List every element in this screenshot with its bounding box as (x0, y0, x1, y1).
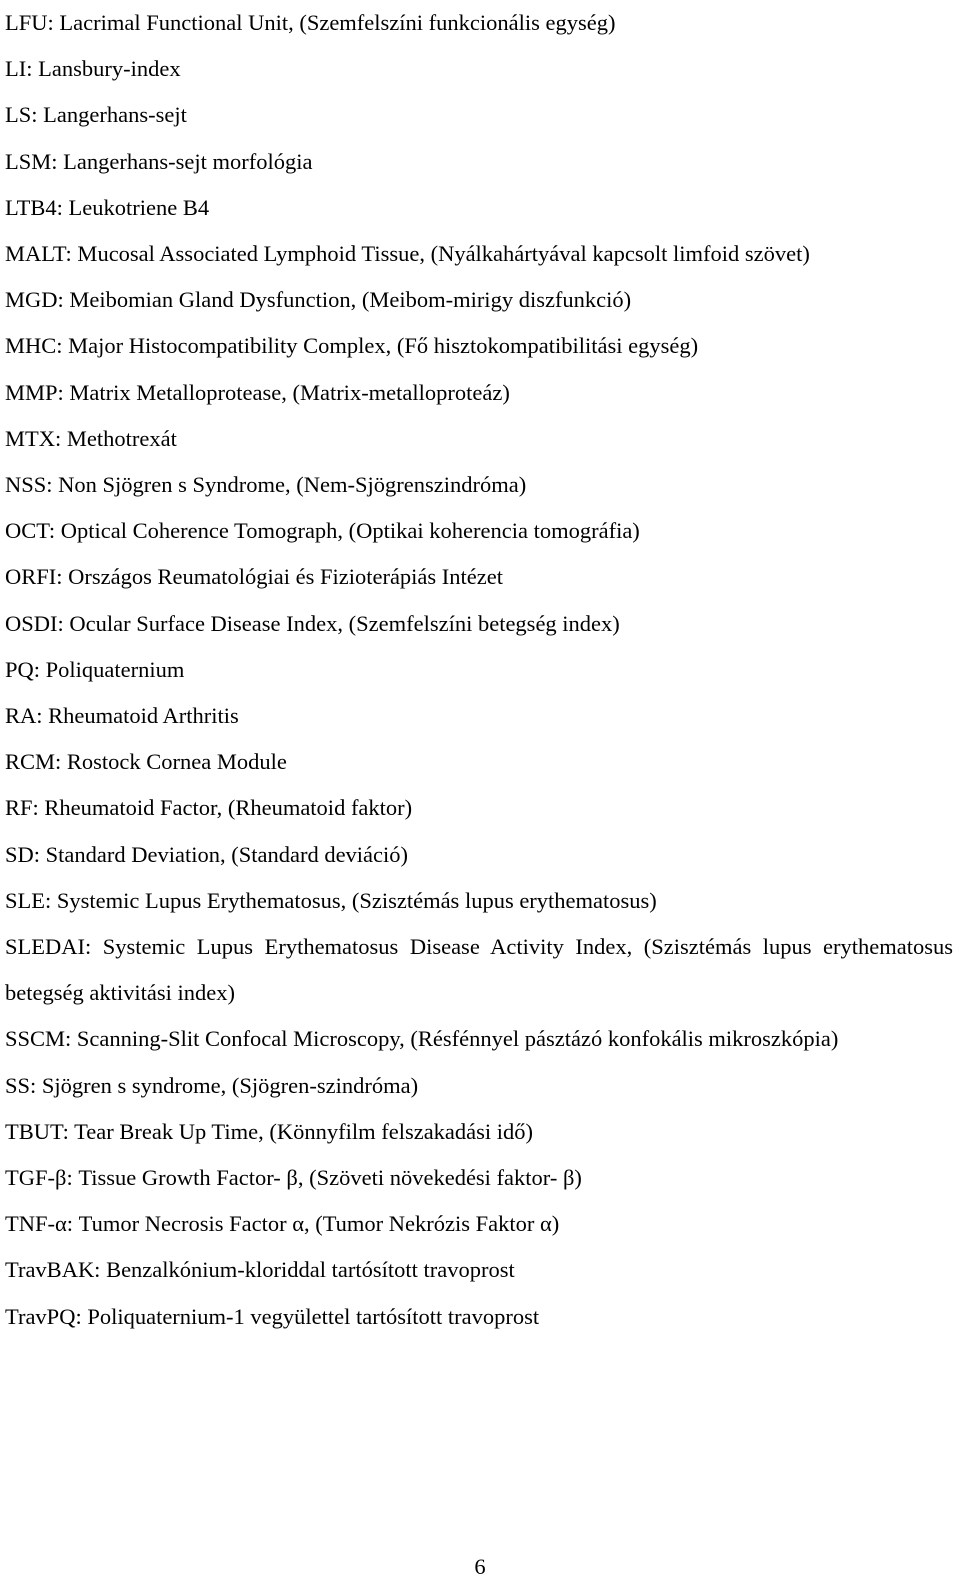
abbreviation-entry: PQ: Poliquaternium (5, 656, 185, 682)
abbreviation-entry: MALT: Mucosal Associated Lymphoid Tissue, (Nyálkahártyával kapcsolt limfoid szövet) (5, 241, 810, 267)
abbreviation-entry: LTB4: Leukotriene B4 (5, 194, 210, 220)
abbreviation-entry: TNF-α: Tumor Necrosis Factor α, (Tumor Nekrózis Faktor α) (5, 1211, 560, 1237)
abbreviation-entry: SSCM: Scanning-Slit Confocal Microscopy, (Résfénnyel pásztázó konfokális mikroszkópia) (5, 1026, 839, 1052)
abbreviation-entry: TravBAK: Benzalkónium-kloriddal tartósított travoprost (5, 1257, 515, 1283)
abbreviation-entry: OCT: Optical Coherence Tomograph, (Optikai koherencia tomográfia) (5, 518, 640, 544)
abbreviation-entry: SLEDAI: Systemic Lupus Erythematosus Disease Activity Index, (Szisztémás lupus erythematosus betegség aktivitási index) (5, 934, 953, 1006)
abbreviation-entry: SD: Standard Deviation, (Standard deviáció) (5, 841, 409, 867)
abbreviation-entry: RF: Rheumatoid Factor, (Rheumatoid faktor) (5, 795, 413, 821)
abbreviation-entry: SS: Sjögren s syndrome, (Sjögren-szindróma) (5, 1072, 419, 1098)
abbreviation-list (5, 0, 953, 1340)
abbreviation-entry: MHC: Major Histocompatibility Complex, (Fő hisztokompatibilitási egység) (5, 333, 699, 359)
abbreviation-entry: RA: Rheumatoid Arthritis (5, 703, 239, 729)
page-number: 6 (474, 1554, 486, 1579)
abbreviation-entry: TGF-β: Tissue Growth Factor- β, (Szöveti növekedési faktor- β) (5, 1165, 582, 1191)
abbreviation-entry: MMP: Matrix Metalloprotease, (Matrix-metalloproteáz) (5, 379, 510, 405)
abbreviation-entry: SLE: Systemic Lupus Erythematosus, (Szisztémás lupus erythematosus) (5, 887, 657, 913)
abbreviation-entry: TBUT: Tear Break Up Time, (Könnyfilm felszakadási idő) (5, 1118, 534, 1144)
abbreviation-entry: LS: Langerhans-sejt (5, 102, 187, 128)
abbreviation-entry: LSM: Langerhans-sejt morfológia (5, 148, 313, 174)
abbreviation-entry: ORFI: Országos Reumatológiai és Fizioterápiás Intézet (5, 564, 503, 590)
abbreviation-entry: RCM: Rostock Cornea Module (5, 749, 287, 775)
abbreviation-entry: NSS: Non Sjögren s Syndrome, (Nem-Sjögrenszindróma) (5, 472, 527, 498)
abbreviation-entry: LI: Lansbury-index (5, 56, 181, 82)
abbreviation-entry: LFU: Lacrimal Functional Unit, (Szemfelszíni funkcionális egység) (5, 10, 616, 35)
abbreviation-entry: OSDI: Ocular Surface Disease Index, (Szemfelszíni betegség index) (5, 610, 620, 636)
abbreviation-entry: TravPQ: Poliquaternium-1 vegyülettel tartósított travoprost (5, 1303, 540, 1329)
abbreviation-entry: MTX: Methotrexát (5, 425, 177, 451)
abbreviation-entry: MGD: Meibomian Gland Dysfunction, (Meibom-mirigy diszfunkció) (5, 287, 632, 313)
